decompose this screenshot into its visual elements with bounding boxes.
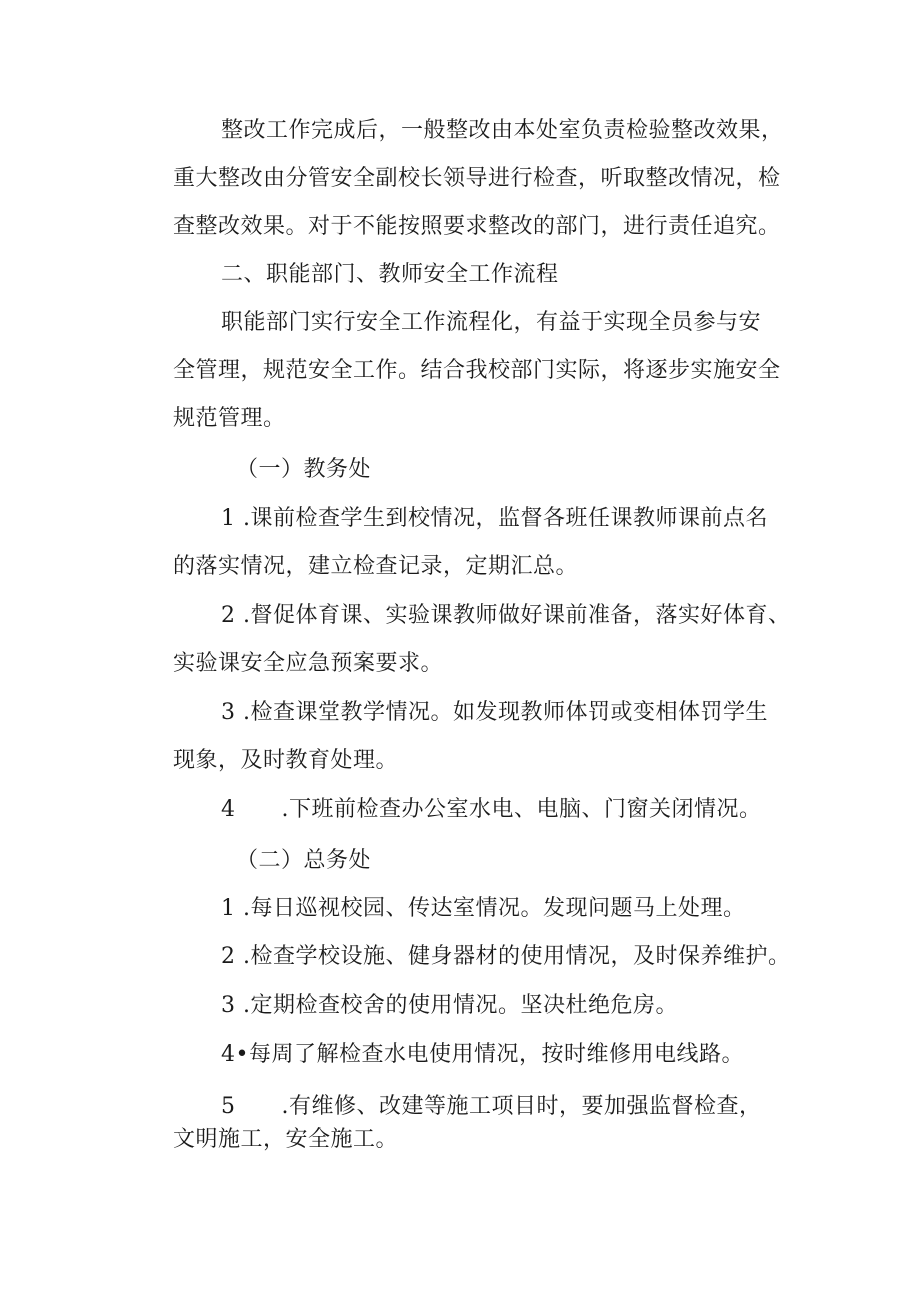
academic-item-1-line-2: 的落实情况，建立检查记录，定期汇总。 bbox=[173, 554, 579, 579]
general-item-3: 3 .定期检查校舍的使用情况。坚决杜绝危房。 bbox=[221, 993, 678, 1018]
academic-item-1-line-1: 1 .课前检查学生到校情况，监督各班任课教师课前点名 bbox=[221, 506, 768, 531]
general-item-5-text: .有维修、改建等施工项目时，要加强监督检查， bbox=[281, 1094, 762, 1119]
general-item-5-line-2: 文明施工，安全施工。 bbox=[173, 1127, 399, 1152]
academic-item-4 bbox=[221, 795, 762, 825]
general-item-4: 4•每周了解检查水电使用情况，按时维修用电线路。 bbox=[221, 1042, 744, 1067]
paragraph-rectification-line-3: 查整改效果。对于不能按照要求整改的部门，进行责任追究。 bbox=[173, 214, 781, 239]
subheading-academic-office: （一）教务处 bbox=[236, 457, 372, 482]
academic-item-3-line-2: 现象，及时教育处理。 bbox=[173, 748, 399, 773]
subheading-general-affairs: （二）总务处 bbox=[236, 848, 372, 873]
section-heading-2: 二、职能部门、教师安全工作流程 bbox=[221, 262, 559, 287]
paragraph-process-line-3: 规范管理。 bbox=[173, 406, 286, 431]
general-item-5-line-1 bbox=[221, 1092, 762, 1122]
general-item-5-number: 5 bbox=[221, 1094, 236, 1119]
general-item-2: 2 .检查学校设施、健身器材的使用情况，及时保养维护。 bbox=[221, 944, 791, 969]
academic-item-4-text: .下班前检查办公室水电、电脑、门窗关闭情况。 bbox=[281, 797, 762, 822]
paragraph-rectification-line-2: 重大整改由分管安全副校长领导进行检查，听取整改情况，检 bbox=[173, 166, 781, 191]
paragraph-process-line-2: 全管理，规范安全工作。结合我校部门实际，将逐步实施安全 bbox=[173, 358, 781, 383]
general-item-1: 1 .每日巡视校园、传达室情况。发现问题马上处理。 bbox=[221, 896, 746, 921]
paragraph-process-line-1: 职能部门实行安全工作流程化，有益于实现全员参与安 bbox=[221, 310, 762, 335]
academic-item-2-line-1: 2 .督促体育课、实验课教师做好课前准备，落实好体育、 bbox=[221, 603, 791, 628]
academic-item-2-line-2: 实验课安全应急预案要求。 bbox=[173, 651, 444, 676]
academic-item-3-line-1: 3 .检查课堂教学情况。如发现教师体罚或变相体罚学生 bbox=[221, 700, 768, 725]
paragraph-rectification-line-1: 整改工作完成后，一般整改由本处室负责检验整改效果， bbox=[221, 118, 784, 143]
academic-item-4-number: 4 bbox=[221, 797, 236, 822]
